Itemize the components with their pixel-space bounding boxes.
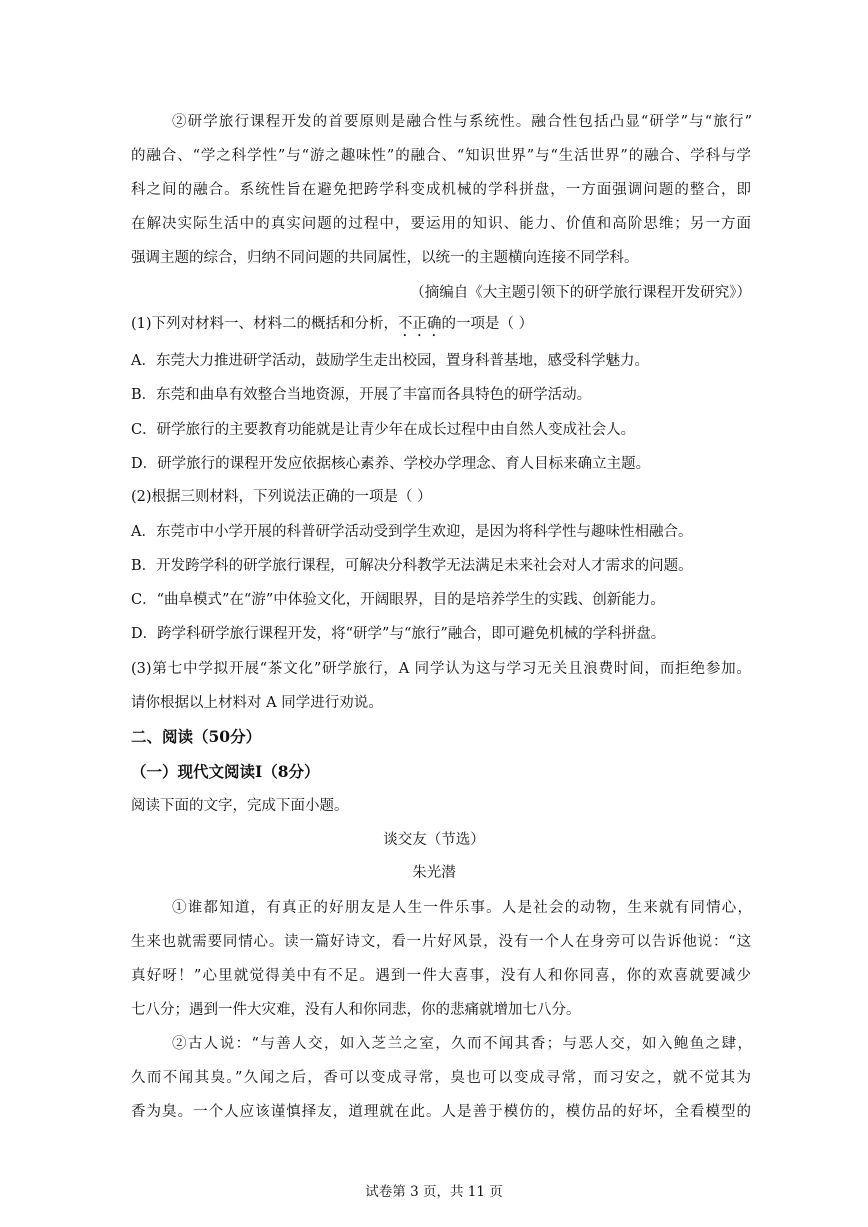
article-p2-line-2: 久而不闻其臭。”久闻之后，香可以变成寻常，臭也可以变成寻常，而习安之，就不觉其为 (131, 1070, 751, 1086)
article-author: 朱光潜 (412, 865, 456, 881)
article-p1-line-3: 真好呀！”心里就觉得美中有不足。遇到一件大喜事，没有人和你同喜，你的欢喜就要减少 (131, 968, 751, 984)
article-p2-line-3: 香为臭。一个人应该谨慎择友，道理就在此。人是善于模仿的，模仿品的好坏，全看模型的 (131, 1104, 751, 1120)
q1-option-c: C．研学旅行的主要教育功能就是让青少年在成长过程中由自然人变成社会人。 (131, 422, 636, 438)
q2-stem: (2)根据三则材料，下列说法正确的一项是（ ） (131, 489, 432, 505)
material2-line-5: 强调主题的综合，归纳不同问题的共同属性，以统一的主题横向连接不同学科。 (131, 250, 639, 266)
material2-line-2: 的融合、“学之科学性”与“游之趣味性”的融合、“知识世界”与“生活世界”的融合、学科与学 (131, 148, 751, 164)
q1-stem-emphasis: 不正确 (398, 316, 442, 332)
material2-source: （摘编自《大主题引领下的研学旅行课程开发研究》） (410, 285, 751, 301)
q1-stem-after: 的一项是（ ） (441, 316, 534, 332)
q3-line-1: (3)第七中学拟开展“茶文化”研学旅行，A 同学认为这与学习无关且浪费时间，而拒绝参加。 (131, 661, 751, 677)
subsection-title: （一）现代文阅读Ⅰ（8分） (131, 762, 320, 781)
article-title: 谈交友（节选） (383, 832, 485, 848)
section-title: 二、阅读（50分） (131, 727, 262, 746)
page-footer: 试卷第 3 页，共 11 页 (365, 1184, 503, 1200)
q2-option-c: C．“曲阜模式”在“游”中体验文化，开阔眼界，目的是培养学生的实践、创新能力。 (131, 592, 665, 608)
q1-option-a: A．东莞大力推进研学活动，鼓励学生走出校园，置身科普基地，感受科学魅力。 (131, 353, 649, 369)
q1-stem-before: (1)下列对材料一、材料二的概括和分析， (131, 316, 399, 332)
article-p1-line-2: 生来也就需要同情心。读一篇好诗文，看一片好风景，没有一个人在身旁可以告诉他说：“这 (131, 934, 751, 950)
article-p1-line-4: 七八分；遇到一件大灾难，没有人和你同悲，你的悲痛就增加七八分。 (131, 1002, 581, 1018)
q1-stem (131, 314, 751, 340)
q2-option-a: A．东莞市中小学开展的科普研学活动受到学生欢迎，是因为将科学性与趣味性相融合。 (131, 524, 693, 540)
material2-line-1: ②研学旅行课程开发的首要原则是融合性与系统性。融合性包括凸显“研学”与“旅行” (172, 114, 752, 130)
q1-option-b: B．东莞和曲阜有效整合当地资源，开展了丰富而各具特色的研学活动。 (131, 387, 592, 403)
material2-line-3: 科之间的融合。系统性旨在避免把跨学科变成机械的学科拼盘，一方面强调问题的整合，即 (131, 182, 751, 198)
q2-option-b: B．开发跨学科的研学旅行课程，可解决分科教学无法满足未来社会对人才需求的问题。 (131, 558, 693, 574)
q3-line-2: 请你根据以上材料对 A 同学进行劝说。 (131, 695, 383, 711)
article-p1-line-1: ①谁都知道，有真正的好朋友是人生一件乐事。人是社会的动物，生来就有同情心， (172, 900, 752, 916)
article-p2-line-1: ②古人说：“与善人交，如入芝兰之室，久而不闻其香；与恶人交，如入鲍鱼之肆， (172, 1036, 752, 1052)
q1-option-d: D．研学旅行的课程开发应依据核心素养、学校办学理念、育人目标来确立主题。 (131, 456, 651, 472)
reading-instruction: 阅读下面的文字，完成下面小题。 (131, 798, 349, 814)
q2-option-d: D．跨学科研学旅行课程开发，将“研学”与“旅行”融合，即可避免机械的学科拼盘。 (131, 626, 666, 642)
material2-line-4: 在解决实际生活中的真实问题的过程中，要运用的知识、能力、价值和高阶思维；另一方面 (131, 216, 751, 232)
